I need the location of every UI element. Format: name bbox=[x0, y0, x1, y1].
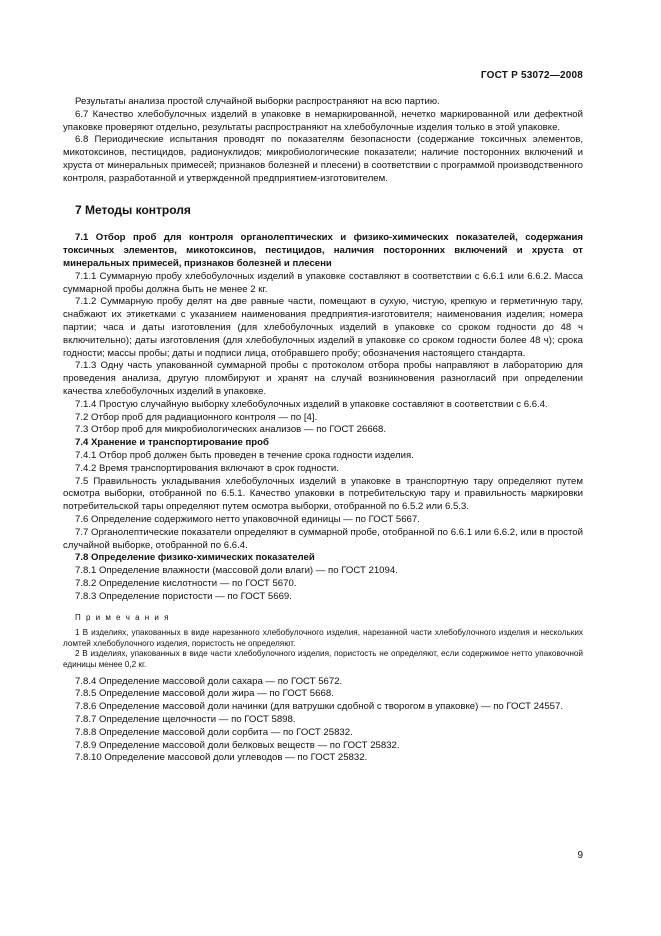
note-1: 1 В изделиях, упакованных в виде нарезанного хлебобулочного изделия, нарезанной части хлебобулочного изделия и нескольких ломтей хлебобулочного изделия, пористость не определяют. bbox=[63, 628, 583, 648]
paragraph-7-1-2: 7.1.2 Суммарную пробу делят на две равные части, помещают в сухую, чистую, крепкую и герметичную тару, снабжают их этикетками с указанием наименования предприятия-изготовителя; наименования изделия; номера партии; часа и даты изготовления (для хлебобулочных изделий в упаковке со сроком годности до 48 ч включительно); даты изготовления (для хлебобулочных изделий в упаковке со сроком годности более 48 ч); срока годности; массы пробы; даты и подписи лица, отобравшего пробу; обозначения настоящего стандарта. bbox=[63, 296, 583, 359]
paragraph-7-8-10: 7.8.10 Определение массовой доли углеводов — по ГОСТ 25832. bbox=[75, 752, 368, 764]
paragraph-6-7: 6.7 Качество хлебобулочных изделий в упаковке в немаркированной, нечетко маркированной или дефектной упаковке проверяют отдельно, результаты распространяют на хлебобулочные изделия только в этой упаковке. bbox=[63, 108, 583, 133]
paragraph-6-8: 6.8 Периодические испытания проводят по показателям безопасности (содержание токсичных элементов, микотоксинов, пестицидов, радионуклидов; микробиологические показатели; наличие посторонних включений и хруста от минеральных примесей; признаков болезней и плесени) в соответствии с программой производственного контроля, разработанной и утвержденной предприятием-изготовителем. bbox=[63, 134, 583, 184]
section-7-title: 7 Методы контроля bbox=[75, 202, 191, 217]
page-number: 9 bbox=[577, 850, 583, 861]
paragraph-7-1-3: 7.1.3 Одну часть упакованной суммарной пробы с протоколом отбора пробы направляют в лабораторию для проведения анализа, другую пломбируют и хранят на случай возникновения разногласий при определении качества хлебобулочных изделий в упаковке. bbox=[63, 360, 583, 397]
paragraph-results: Результаты анализа простой случайной выборки распространяют на всю партию. bbox=[75, 96, 440, 107]
paragraph-7-8-4: 7.8.4 Определение массовой доли сахара — по ГОСТ 5672. bbox=[75, 675, 343, 687]
paragraph-7-1-4: 7.1.4 Простую случайную выборку хлебобулочных изделий в упаковке составляют в соответствии с 6.6.4. bbox=[75, 398, 548, 410]
paragraph-7-8-9: 7.8.9 Определение массовой доли белковых веществ — по ГОСТ 25832. bbox=[75, 739, 400, 751]
paragraph-7-6: 7.6 Определение содержимого нетто упаковочной единицы — по ГОСТ 5667. bbox=[75, 513, 420, 525]
paragraph-7-8-2: 7.8.2 Определение кислотности — по ГОСТ 5670. bbox=[75, 577, 297, 589]
note-2: 2 В изделиях, упакованных в виде части хлебобулочного изделия, пористость не определяют, если содержимое нетто упаковочной единицы менее 0,2 кг. bbox=[63, 649, 583, 670]
paragraph-7-8-6: 7.8.6 Определение массовой доли начинки (для ватрушки сдобной с творогом в упаковке) — по ГОСТ 24557. bbox=[75, 701, 563, 713]
paragraph-7-8-1: 7.8.1 Определение влажности (массовой доли влаги) — по ГОСТ 21094. bbox=[75, 565, 398, 577]
paragraph-7-5: 7.5 Правильность укладывания хлебобулочных изделий в упаковке в транспортную тару определяют путем осмотра выборки, отобранной по 6.5.1. Качество упаковки в потребительскую тару и правильность маркировки потребительской тары определяют путем осмотра выборки, отобранной по 6.5.2 или 6.5.3. bbox=[63, 475, 583, 513]
paragraph-7-3: 7.3 Отбор проб для микробиологических анализов — по ГОСТ 26668. bbox=[75, 424, 386, 436]
standard-designation: ГОСТ Р 53072—2008 bbox=[480, 70, 583, 81]
paragraph-7-2: 7.2 Отбор проб для радиационного контроля — по [4]. bbox=[75, 411, 318, 423]
paragraph-7-8-5: 7.8.5 Определение массовой доли жира — по ГОСТ 5668. bbox=[75, 688, 334, 700]
paragraph-7-8-3: 7.8.3 Определение пористости — по ГОСТ 5669. bbox=[75, 590, 292, 602]
subsection-7-4-heading: 7.4 Хранение и транспортирование проб bbox=[75, 437, 269, 449]
paragraph-7-7: 7.7 Органолептические показатели определяют в суммарной пробе, отобранной по 6.6.1 или 6.6.2, или в простой случайной выборке, отобранной по 6.6.4. bbox=[63, 526, 583, 551]
paragraph-7-4-1: 7.4.1 Отбор проб должен быть проведен в течение срока годности изделия. bbox=[75, 449, 414, 461]
subsection-7-1-heading: 7.1 Отбор проб для контроля органолептических и физико-химических показателей, содержания токсичных элементов, микотоксинов, пестицидов, наличия посторонних включений и хруста от минеральных примесей, признаков болезней и плесени bbox=[63, 232, 583, 269]
page-content bbox=[63, 96, 583, 765]
paragraph-7-1-1: 7.1.1 Суммарную пробу хлебобулочных изделий в упаковке составляют в соответствии с 6.6.1 или 6.6.2. Масса суммарной пробы должна быть не менее 2 кг. bbox=[63, 270, 583, 295]
paragraph-7-8-8: 7.8.8 Определение массовой доли сорбита — по ГОСТ 25832. bbox=[75, 726, 353, 738]
paragraph-7-4-2: 7.4.2 Время транспортирования включают в срок годности. bbox=[75, 462, 339, 474]
paragraph-7-8-7: 7.8.7 Определение щелочности — по ГОСТ 5898. bbox=[75, 714, 296, 726]
notes-title: П р и м е ч а н и я bbox=[75, 613, 170, 623]
subsection-7-8-heading: 7.8 Определение физико-химических показателей bbox=[75, 552, 315, 564]
